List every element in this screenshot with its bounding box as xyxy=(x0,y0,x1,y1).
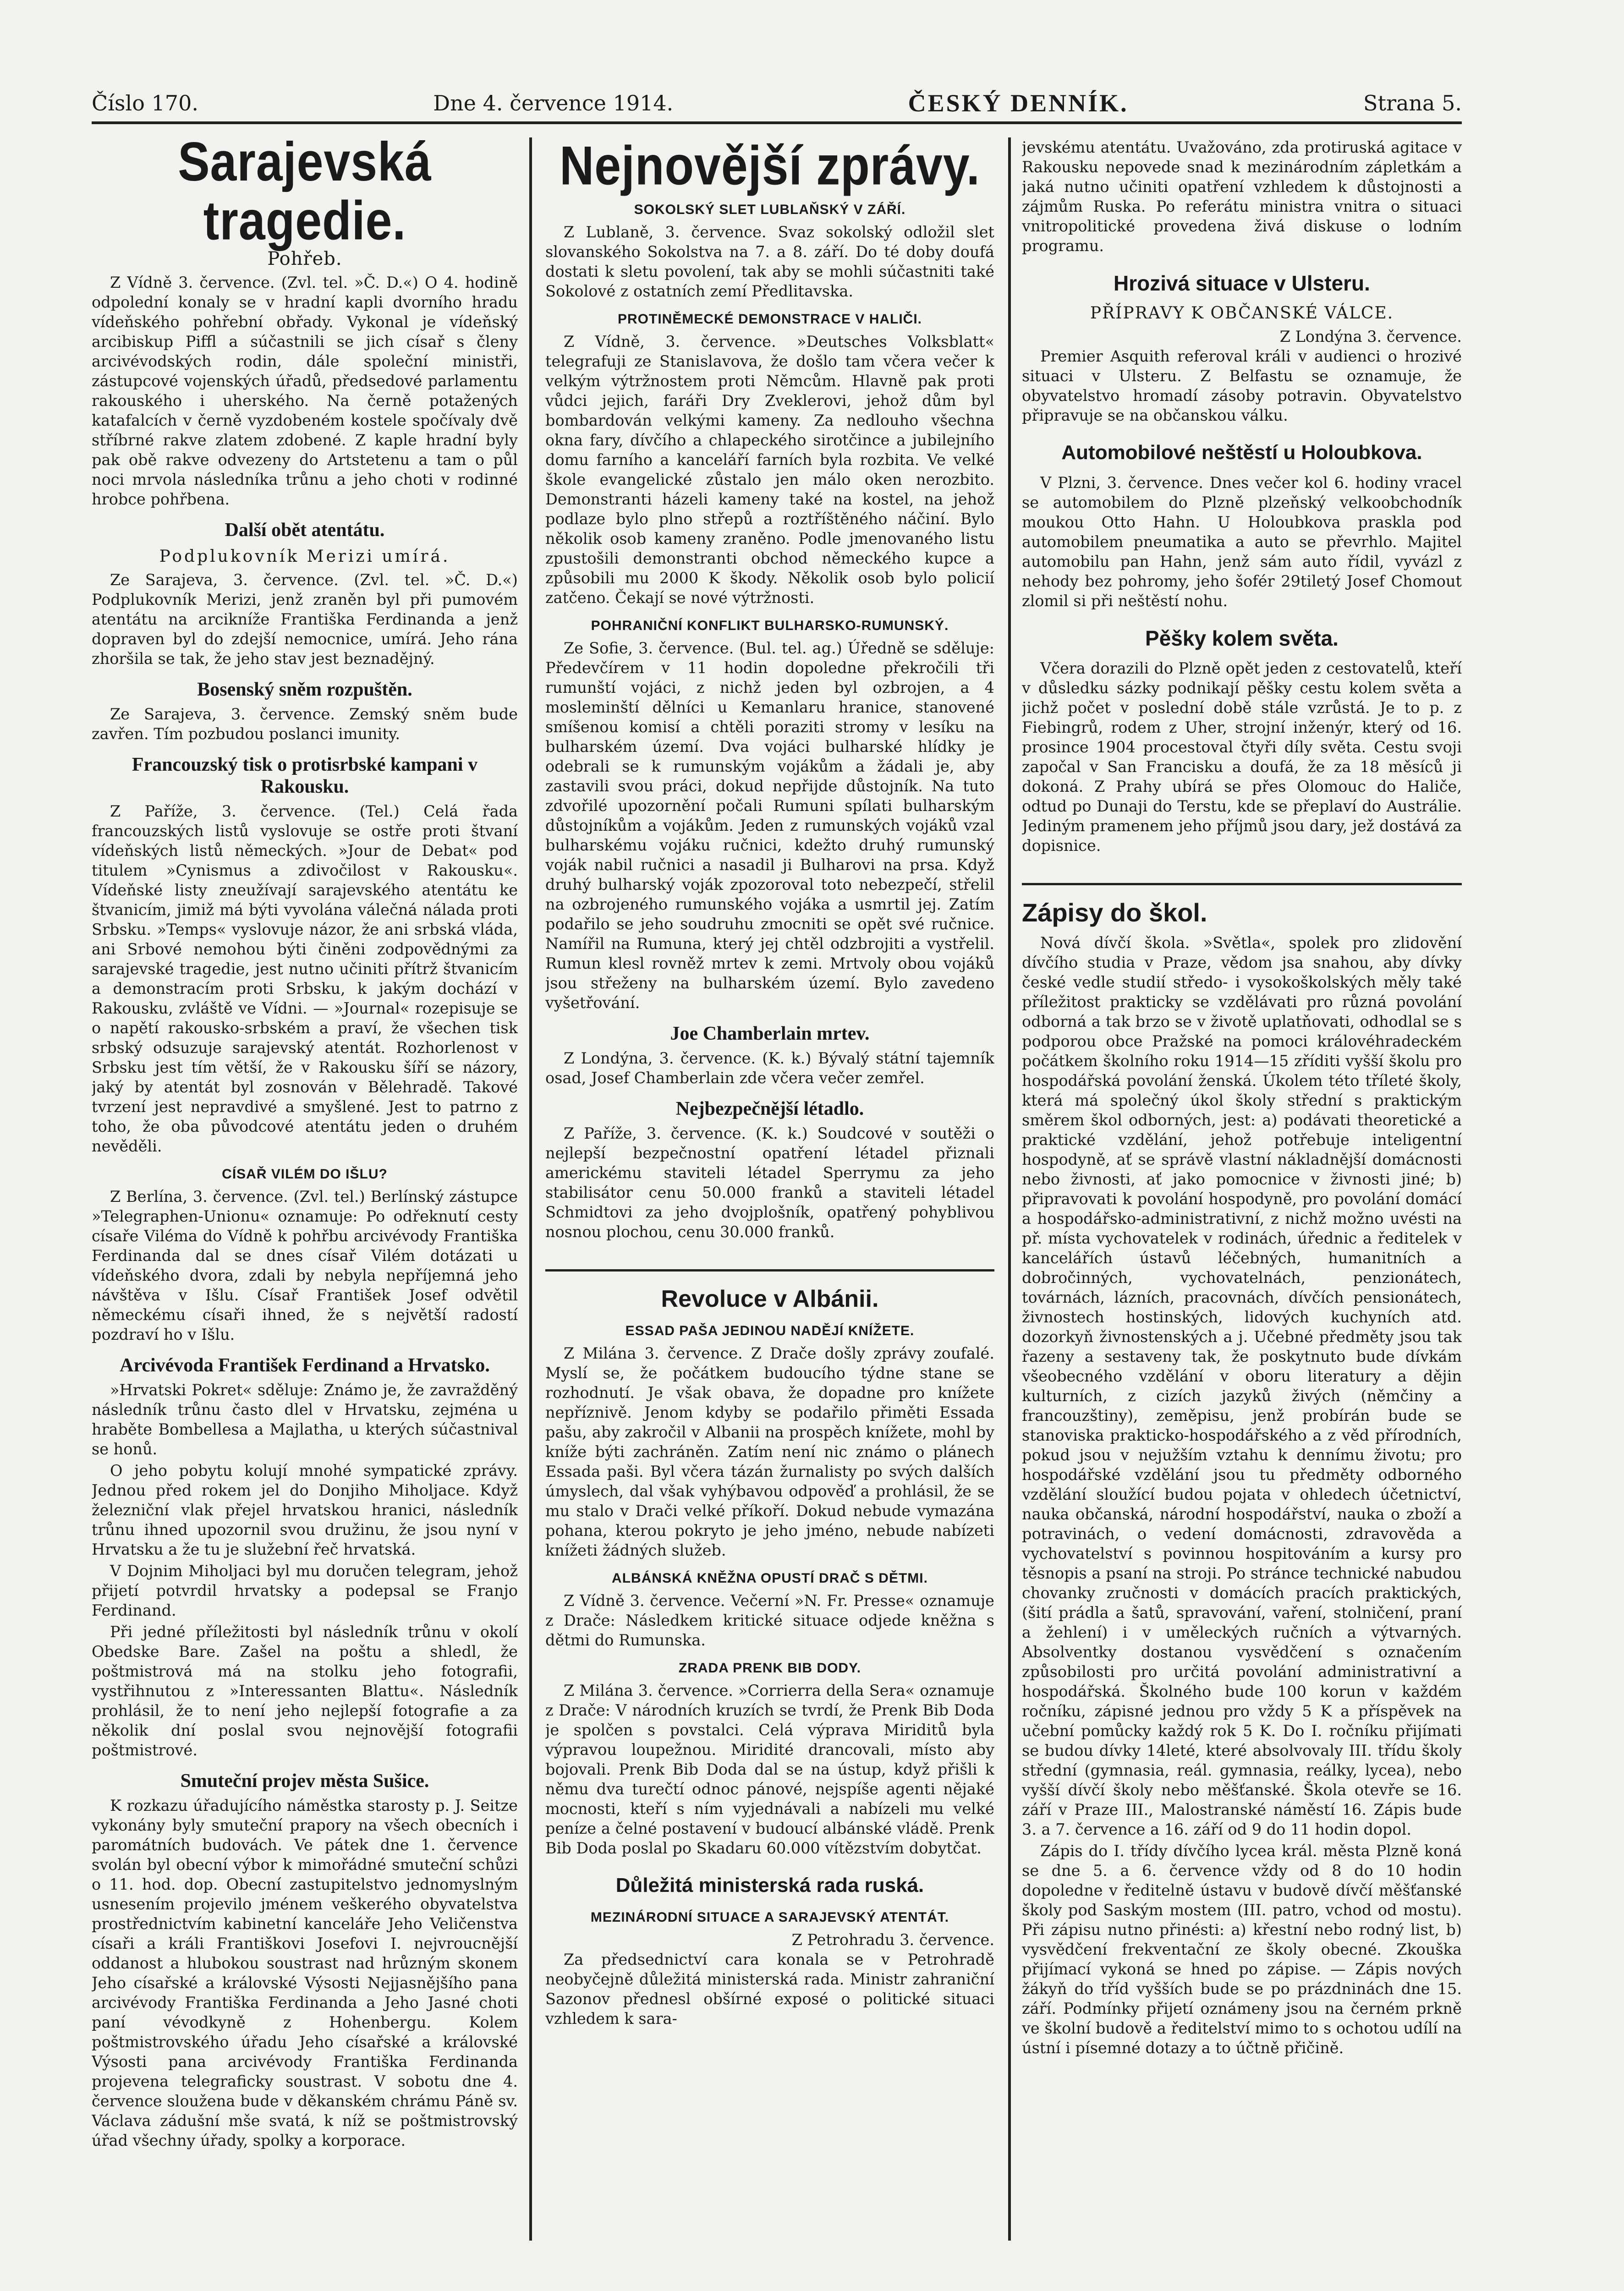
section-title: POHRANIČNÍ KONFLIKT BULHARSKO-RUMUNSKÝ. xyxy=(591,618,949,633)
article-paragraph: Ze Sofie, 3. července. (Bul. tel. ag.) Úředně se sděluje: Předevčírem v 11 hodin dopoledne překročili tři rumunští vojáci, z nichž jeden byl ozbrojen, a 4 mosleminští dělníci u Kemanlaru hranice, stanovené smíšenou komisí a chtěli poraziti stromy v lesíku na bulharském území. Dva vojáci bulharské hlídky je odebrali se k rumunským vojákům a žádali je, aby zastavili svou práci, dokud nepřijde důstojník. Na tuto zdvořilé upozornění počali Rumuni spílati bulharským důstojníkům a vojákům. Jeden z rumunských vojáků vzal bulharskému vojáku ručnici, kdežto druhý rumunský voják nabil ručnici a nasadil ji Bulharovi na prsa. Když druhý bulharský voják zpozoroval toto nebezpečí, střelil na ozbrojeného rumunského vojáka a usmrtil jej. Zatím podařilo se jeho soudruhu zmocniti se opět své ručnice. Namířil na Rumuna, který jej chtěl odzbrojiti a vystřelil. Rumun klesl rovněž mrtev k zemi. Mrtvoly obou vojáků jsou střeženy na bulharském území. Bylo zavedeno vyšetřování. xyxy=(545,639,994,1012)
article-paragraph: Z Milána 3. července. Z Drače došly zprávy zoufalé. Myslí se, že počátkem budoucího týdne stane se rozhodnutí. Je však obava, že dopadne pro knížete nepříznivě. Jenom kdyby se podařilo přiměti Essada pašu, aby zakročil v Albanii na prospěch knížete, mohl by kníže býti zachráněn. Zatím není nic známo o plánech Essada paši. Byl včera tázán žurnalisty po svých dalších úmyslech, dal však vyhýbavou odpověď a prohlásil, že se mu stalo v Drači velké příkoří. Dokud nebude vymazána pohana, kterou pokryto je jeho jméno, nebude nabízeti knížeti žádných služeb. xyxy=(545,1344,994,1559)
section-title: Pohřeb. xyxy=(267,248,342,269)
column-1 xyxy=(92,137,518,2241)
section-title: SOKOLSKÝ SLET LUBLAŇSKÝ V ZÁŘÍ. xyxy=(634,202,906,217)
article-paragraph: jevskému atentátu. Uvažováno, zda protiruská agitace v Rakousku nepovede snad k mezinárodním zápletkám a jaká nutno učiniti opatření vzhledem k důstojnosti a zájmům Ruska. Po referátu ministra vnitra o situaci vnitropolitické provedena živá diskuse o lodním programu. xyxy=(1022,138,1462,255)
article-paragraph: V Dojnim Miholjaci byl mu doručen telegram, jehož přijetí potvrdil hrvatsky a podepsal se Franjo Ferdinand. xyxy=(92,1562,518,1619)
section-headline: Důležitá ministerská rada ruská. xyxy=(615,1874,924,1896)
section-title: ZRADA PRENK BIB DODY. xyxy=(678,1661,861,1676)
issue-number: Číslo 170. xyxy=(92,91,198,115)
headline: Sarajevská tragedie. xyxy=(178,137,432,252)
section-title: Bosenský sněm rozpuštěn. xyxy=(197,679,412,700)
section-title: ALBÁNSKÁ KNĚŽNA OPUSTÍ DRAČ S DĚTMI. xyxy=(612,1571,928,1586)
article-paragraph: O jeho pobytu kolují mnohé sympatické zprávy. Jednou před rokem jel do Donjiho Miholjace. Když železniční vlak přejel hrvatskou hranici, následník trůnu ihned upozornil svou družinu, že jsou nyní v Hrvatsku a že tu je služební řeč hrvatská. xyxy=(92,1462,518,1558)
column-2 xyxy=(545,137,994,2241)
section-headline: Revoluce v Albánii. xyxy=(661,1286,879,1312)
section-divider xyxy=(545,1269,994,1272)
article-paragraph: »Hrvatski Pokret« sděluje: Známo je, že zavražděný následník trůnu často dlel v Hrvatsku, zejména u hraběte Bombellesa a Majlatha, u kterých súčastnival se honů. xyxy=(92,1381,518,1458)
section-subtitle: ESSAD PAŠA JEDINOU NADĚJÍ KNÍŽETE. xyxy=(625,1323,915,1338)
article-paragraph: Nová dívčí škola. »Světla«, spolek pro zlidovění dívčího studia v Praze, vědom jsa snahou, aby dívky české vedle studií středo- i vysokoškolských měly také příležitost prakticky se vzdělávati pro různá povolání odborná a tak brzo se v životě uplatňovati, odhodlal se s podporou obce Pražské na pomoci královéhradeckém počátkem školního roku 1914—15 zříditi vyšší školu pro hospodářská povolání ženská. Úkolem této tříleté školy, která má společný úkol školy střední s praktickým směrem škol odborných, jest: a) podávati theoretické a praktické vzdělání, jehož potřebuje inteligentní hospodyně, ať se správě vlastní nákladnější domácnosti nebo živnosti, ať jako pomocnice v živnosti jiné; b) připravovati k povolání hospodyně, pro povolání domácí a hospodářsko-administrativní, z nichž možno uvésti na př. místa vychovatelek v rodinách, úřednic a ředitelek v kancelářích ústavů léčebných, humanitních a dobročinných, vychovatelnách, penzionátech, továrnách, lázních, pracovnách, dívčích pensionátech, živnostech hostinských, lidových kuchyních atd. dozorkyň živnostenských a j. Učebné předměty jsou tak řazeny a sestaveny tak, že poskytnuto bude dívkám všeobecného vzdělání v oboru literatury a dějin kulturních, z cizích jazyků živých (němčiny a francouzštiny), zeměpisu, jenž probírán bude se stanoviska prakticko-hospodářského a z věd přírodních, pokud jsou v nejužším vztahu k dennímu životu; pro hospodářské vzdělání jsou tu předměty odborného vzdělání sloužící budou pojata v ohledech účetnictví, nauka občanská, národní hospodářství, nauka o zboží a potravinách, o vedení domácnosti, zdravověda a vychovatelství s povinnou hospitováním a kursy pro těsnopis a psaní na stroji. Po stránce technické nabudou chovanky zručnosti v domácích pracích praktických, (šití prádla a šatů, spravování, vaření, stolničení, praní a žehlení) i v uměleckých ručních a výtvarných. Absolventky dostanou vysvědčení s označením způsobilosti pro určitá povolání administrativní a hospodářská. Školného bude 100 korun v každém ročníku, zápisné jednou pro vždy 5 K a příspěvek na učební pomůcky každý rok 5 K. Do I. ročníku přijímati se budou dívky 14leté, které absolvovaly III. třídu školy střední (gymnasia, reál. gymnasia, reálky, lycea), nebo vyšší dívčí školy nebo měšťanské. Škola otevře se 16. září v Praze III., Malostranské náměstí 16. Zápis bude 3. a 7. července a 16. září od 9 do 11 hodin dopol. xyxy=(1022,934,1462,1838)
column-rule xyxy=(529,137,532,2241)
section-title: CÍSAŘ VILÉM DO IŠLU? xyxy=(222,1167,388,1182)
article-paragraph: Při jedné příležitosti byl následník trůnu v okolí Obedske Bare. Zašel na poštu a shledl, že poštmistrová má na stolku jeho fotografii, vystřihnutou z »Interessanten Blattu«. Následník prohlásil, že to není jeho nejlepší fotografie a za několik dní poslal svou nejnovější fotografii poštmistrové. xyxy=(92,1623,518,1759)
section-divider xyxy=(1022,883,1462,885)
article-paragraph: Z Paříže, 3. července. (Tel.) Celá řada francouzských listů vyslovuje se ostře proti štvaní vídeňských listů německých. »Jour de Debat« pod titulem »Cynismus a zdivočilost v Rakousku«. Vídeňské listy zneužívají sarajevského atentátu ke štvanicím, jimiž má býti vyvolána válečná nálada proti Srbsku. »Temps« vyslovuje názor, že ani srbská vláda, ani Srbové nemohou býti činěni zodpovědnými za sarajevské tragedie, jest nutno učiniti přítrž štvanicím a demonstracím proti Srbsku, k jakým dochází v Rakousku, zvláště ve Vídni. — »Journal« rozepisuje se o napětí rakousko-srbském a praví, že všechen tisk srbský odsuzuje sarajevský atentát. Rozhorlenost v Srbsku jest tím větší, že v Rakousku šíří se názory, jaký by atentát byl zosnován v Bělehradě. Takové tvrzení jest nepravdivé a smyšlené. Jest to patrno z toho, že oba původcové atentátu jeden o druhém nevěděli. xyxy=(92,802,518,1155)
section-title: Smuteční projev města Sušice. xyxy=(180,1770,429,1792)
article-paragraph: Z Vídně 3. července. Večerní »N. Fr. Presse« oznamuje z Drače: Následkem kritické situace odjede kněžna s dětmi do Rumunska. xyxy=(545,1592,994,1649)
section-title: Francouzský tisk o protisrbské kampani v Rakousku. xyxy=(132,754,478,797)
article-paragraph: Z Paříže, 3. července. (K. k.) Soudcové v soutěži o nejlepší bezpečnostní opatření létadel přiznali americkému staviteli létadel Sperrymu za jeho stabilisátor cenu 50.000 franků a staviteli létadel Schmidtovi za jeho dvojplošník, opatřený pohyblivou nosnou plochou, cenu 30.000 franků. xyxy=(545,1124,994,1241)
article-paragraph: Ze Sarajeva, 3. července. Zemský sněm bude zavřen. Tím pozbudou poslanci imunity. xyxy=(92,705,518,743)
running-head xyxy=(92,85,1462,124)
issue-date: Dne 4. července 1914. xyxy=(433,91,674,115)
article-paragraph: Za předsednictví cara konala se v Petrohradě neobyčejně důležitá ministerská rada. Ministr zahraniční Sazonov přednesl obšírné exposé o politické situaci vzhledem k sara- xyxy=(545,1951,994,2028)
newspaper-page xyxy=(92,85,1462,2247)
article-paragraph: Premier Asquith referoval králi v audienci o hrozivé situaci v Ulsteru. Z Belfastu se oznamuje, že obyvatelstvo hromadí zásoby potravin. Obyvatelstvo připravuje se na občanskou válku. xyxy=(1022,347,1462,424)
article-paragraph: Zápis do I. třídy dívčího lycea král. města Plzně koná se dne 5. a 6. července vždy od 8 do 10 hodin dopoledne v ředitelně ústavu v budově dívčí měšťanské školy pod Saským mostem (III. patro, vchod od mostu). Při zápisu nutno přinésti: a) křestní nebo rodný list, b) vysvědčení frekventační ze školy obecné. Zkouška přijímací vykoná se hned po zápise. — Zápis nových žákyň do tříd vyšších bude se po prázdninách dne 15. září. Podmínky přijetí oznámeny jsou na černém prkně ve školní budově a ředitelství mimo to s ochotou udílí na ústní i písemné dotazy a to účtně přičině. xyxy=(1022,1842,1462,2057)
article-paragraph: Včera dorazili do Plzně opět jeden z cestovatelů, kteří v důsledku sázky podnikají pěšky cestu kolem světa a jichž počet v poslední době stále vzrůstá. Je to p. z Fiebingrů, rodem z Uher, strojní inženýr, který od 16. prosince 1904 procestoval čtyři díly světa. Cestu svoji započal v San Francisku a doufá, že za 18 měsíců ji dokoná. Z Prahy ubírá se přes Olomouc do Haliče, odtud po Dunaji do Terstu, kde se přeplaví do Austrálie. Jediným pramenem jeho příjmů jsou dary, jež dostává za dopisnice. xyxy=(1022,659,1462,855)
dateline: Z Londýna 3. července. xyxy=(1279,328,1462,345)
section-subtitle: PŘÍPRAVY K OBČANSKÉ VÁLCE. xyxy=(1090,304,1394,323)
headline: Nejnovější zprávy. xyxy=(560,137,980,197)
article-paragraph: Z Vídně 3. července. (Zvl. tel. »Č. D.«) O 4. hodině odpolední konaly se v hradní kapli dvorního hradu vídeňského pohřební obřady. Vykonal je vídeňský arcibiskup Piffl a súčastnili se jich císař s členy arcivévodských rodin, dále společní ministři, zástupcové vojenských úřadů, předsedové parlamentu rakouského i uherského. Na černě potažených katafalcích v černě vyzdobeném kostele spočívaly dvě stříbrné rakve zlatem zdobené. Z kaple hradní byly pak obě rakve odvezeny do Artstetenu a tam o půl noci mrvola následníka trůnu a jeho choti v rodinné hrobce pohřbena. xyxy=(92,274,518,508)
article-paragraph: Z Londýna, 3. července. (K. k.) Bývalý státní tajemník osad, Josef Chamberlain zde včera večer zemřel. xyxy=(545,1049,994,1087)
section-subtitle: Podplukovník Merizi umírá. xyxy=(159,547,450,566)
section-title: Další obět atentátu. xyxy=(225,520,385,541)
section-headline: Pěšky kolem světa. xyxy=(1145,626,1339,650)
column-rule xyxy=(1008,137,1011,2241)
column-3 xyxy=(1022,137,1462,2241)
article-paragraph: Z Vídně, 3. července. »Deutsches Volksblatt« telegrafuji ze Stanislavova, že došlo tam včera večer k velkým výtržnostem proti Němcům. Hlavně pak proti vůdci jejich, faráři Dry Zveklerovi, jehož dům byl bombardován velkými kameny. Za nedlouho všechna okna fary, dívčího a chlapeckého sirotčince a jubilejního domu farního a kanceláří farních byla rozbita. Ve velké škole evangelické zůstalo jen málo oken nerozbito. Demonstranti házeli kameny také na kostel, na jehož podlaze bylo plno střepů a roztříštěného náčiní. Bylo několik osob kameny zraněno. Podle jmenovaného listu zpustošili demonstranti obchod německého kupce a způsobili mu 2000 K škody. Několik osob bylo policií zatčeno. Čekají se nové výtržnosti. xyxy=(545,333,994,607)
section-title: Joe Chamberlain mrtev. xyxy=(670,1023,870,1044)
dateline: Z Petrohradu 3. července. xyxy=(791,1931,994,1949)
section-headline: Hrozivá situace v Ulsteru. xyxy=(1114,271,1370,295)
section-subtitle: MEZINÁRODNÍ SITUACE A SARAJEVSKÝ ATENTÁT. xyxy=(590,1910,949,1925)
article-paragraph: Z Milána 3. července. »Corrierra della Sera« oznamuje z Drače: V národních kruzích se tvrdí, že Prenk Bib Doda je spolčen s povstalci. Celá výprava Miriditů byla výpravou loupežnou. Miridité drancovali, místo aby bojovali. Prenk Bib Doda dal se na ústup, když přišli k němu dva turečtí odnoc pánové, nejspíše agenti nějaké mocnosti, kteří s ním vyjednávali a nabízeli mu velké peníze a čelné postavení v budoucí albánské vládě. Prenk Bib Doda poslal po Skadaru 60.000 vítězstvím dobytčat. xyxy=(545,1682,994,1857)
section-headline: Zápisy do škol. xyxy=(1022,898,1207,927)
section-title: Nejbezpečnější létadlo. xyxy=(675,1098,864,1119)
article-paragraph: V Plzni, 3. července. Dnes večer kol 6. hodiny vracel se automobilem do Plzně plzeňský velkoobchodník moukou Otto Hahn. U Holoubkova praskla pod automobilem pneumatika a auto se převrhlo. Majitel automobilu pan Hahn, jenž sám auto řídil, vyvázl z nehody bez pohromy, jeho šofér 29tiletý Josef Chomout zlomil si při neštěstí nohu. xyxy=(1022,474,1462,610)
masthead-title: ČESKÝ DENNÍK. xyxy=(908,89,1129,117)
page-number: Strana 5. xyxy=(1363,91,1462,115)
section-title: Arcivévoda František Ferdinand a Hrvatsko. xyxy=(120,1355,490,1376)
section-title: PROTINĚMECKÉ DEMONSTRACE V HALIČI. xyxy=(617,312,922,327)
section-headline: Automobilové neštěstí u Holoubkova. xyxy=(1061,441,1422,464)
article-paragraph: Z Berlína, 3. července. (Zvl. tel.) Berlínský zástupce »Telegraphen-Unionu« oznamuje: Po odřeknutí cesty císaře Viléma do Vídně k pohřbu arcivévody Františka Ferdinanda dal se dnes císař Vilém dotázati u vídeňského dvora, zdali by nebyla nepříjemná jeho návštěva v Išlu. Císař František Josef odvětil německému císaři ihned, že s největší radostí pozdraví ho v Išlu. xyxy=(92,1188,518,1343)
article-paragraph: Z Lublaně, 3. července. Svaz sokolský odložil slet slovanského Sokolstva na 7. a 8. září. Do té doby doufá dostati k sletu povolení, tak aby se mohli súčastniti také Sokolové z ostatních zemí Předlitavska. xyxy=(545,223,994,300)
article-paragraph: K rozkazu úřadujícího náměstka starosty p. J. Seitze vykonány byly smuteční prapory na všech obecních i paromátních budovách. Ve pátek dne 1. července svolán byl obecní výbor k mimořádné smuteční schůzi o 11. hod. dop. Obecní zastupitelstvo jednomyslným usnesením projevilo jménem veškerého obyvatelstva prostřednictvím kabinetní kanceláře Jeho Veličenstva císaři a králi Františkovi Josefovi I. nejvroucnější oddanost a hlubokou soustrast nad hrůzným skonem Jeho císařské a královské Výsosti Nejjasnějšího pana arcivévody Františka Ferdinanda a Jeho Jasné choti paní vévodkyně z Hohenbergu. Kolem poštmistrovského úřadu Jeho císařské a královské Výsosti pana arcivévody Františka Ferdinanda projevena telegraficky soustrast. V sobotu dne 4. července sloužena bude v děkanském chrámu Páně sv. Václava zádušní mše svatá, k níž se poštmistrovský úřad všechny úřady, spolky a korporace. xyxy=(92,1797,518,2149)
article-paragraph: Ze Sarajeva, 3. července. (Zvl. tel. »Č. D.«) Podplukovník Merizi, jenž zraněn byl při pumovém atentátu na arcikníže Františka Ferdinanda a jenž dopraven byl do zdejší nemocnice, umírá. Jeho rána zhoršila se tak, že jeho stav jest beznadějný. xyxy=(92,571,518,668)
